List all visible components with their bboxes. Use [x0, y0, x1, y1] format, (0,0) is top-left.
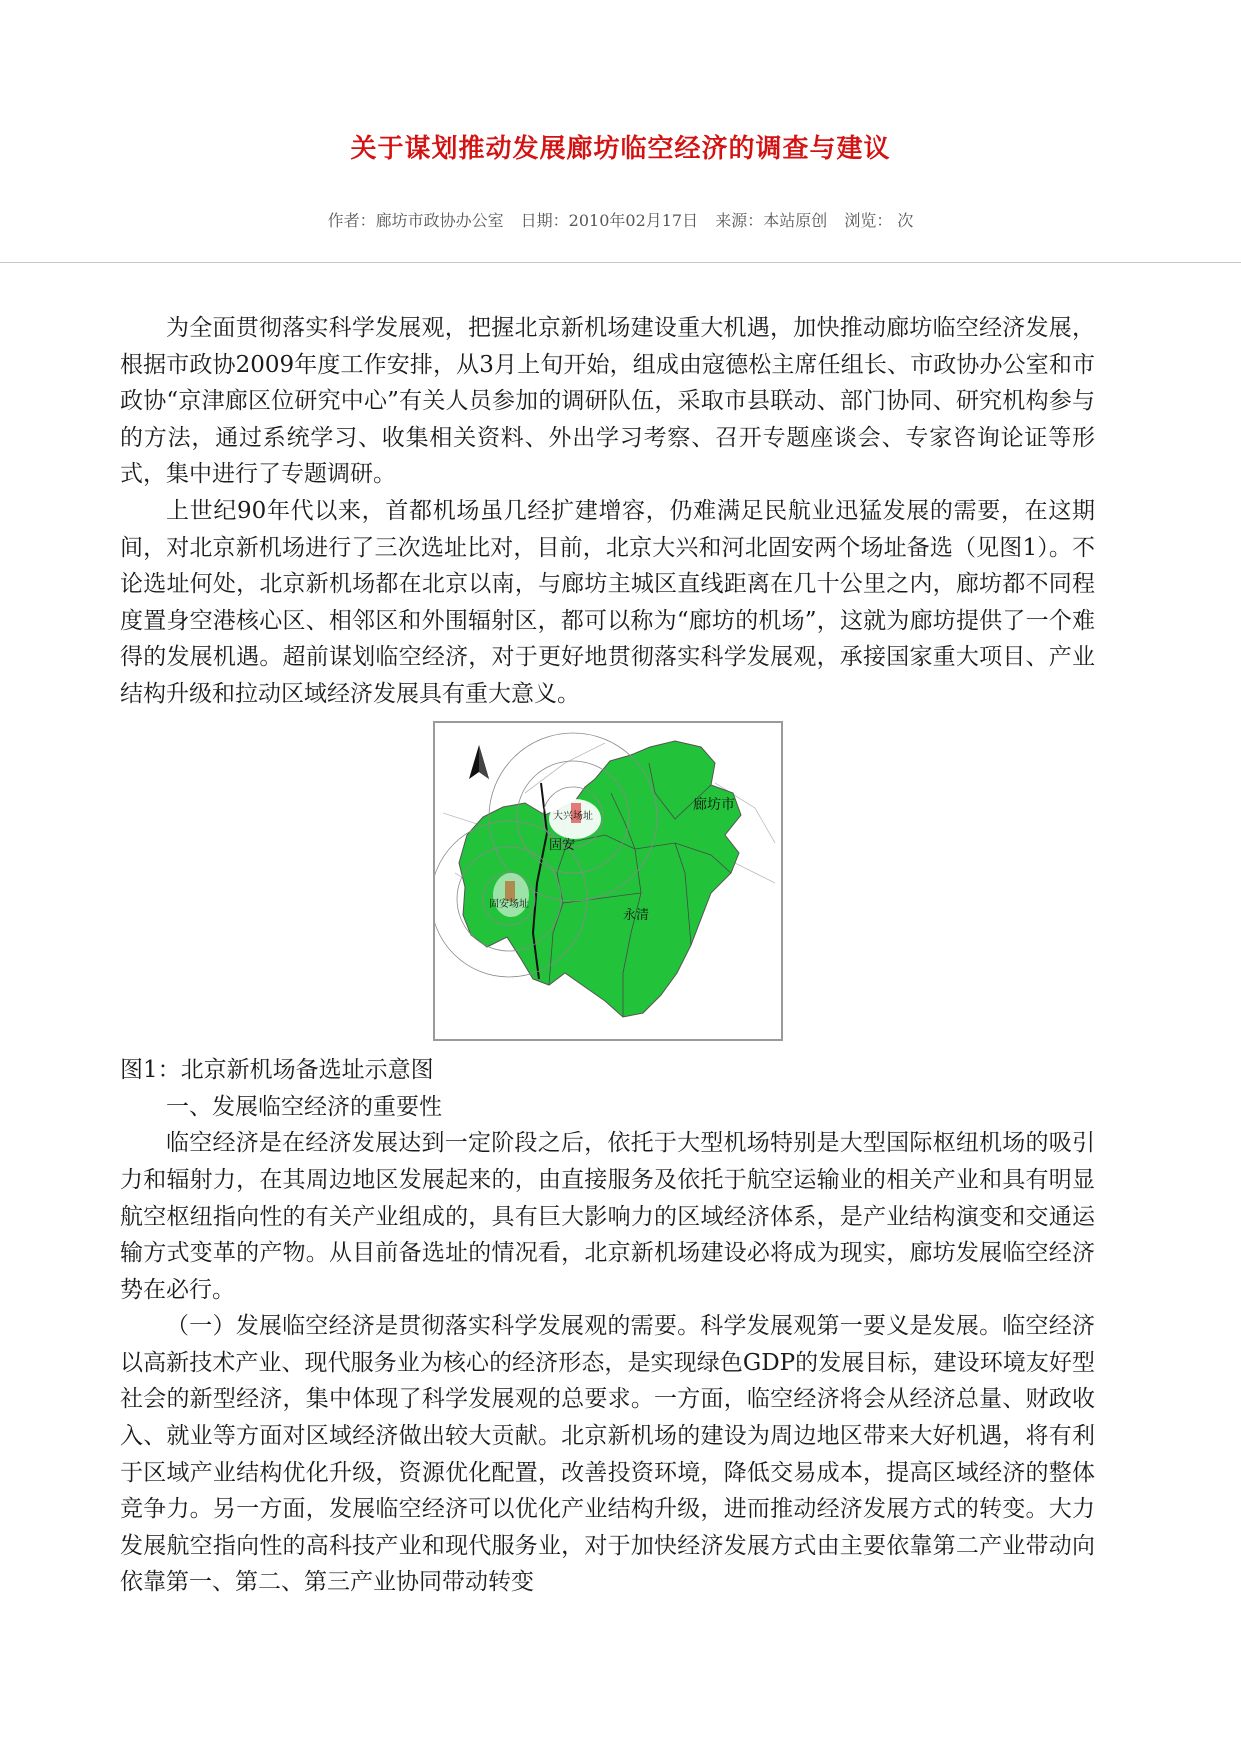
label-gu-an-site: 固安场址: [488, 898, 529, 910]
paragraph: 上世纪90年代以来，首都机场虽几经扩建增容，仍难满足民航业迅猛发展的需要，在这期间，对北京新机场进行了三次选址比对，目前，北京大兴和河北固安两个场址备选（见图1）。不论选址何处，北京新机场都在北京以南，与廊坊主城区直线距离在几十公里之内，廊坊都不同程度置身空港核心区、相邻区和外围辐射区，都可以称为“廊坊的机场”，这就为廊坊提供了一个难得的发展机遇。超前谋划临空经济，对于更好地贯彻落实科学发展观，承接国家重大项目、产业结构升级和拉动区域经济发展具有重大意义。: [120, 497, 1095, 707]
gu-an-site-marker: [505, 881, 515, 901]
meta-author: 作者：廊坊市政协办公室: [327, 211, 504, 230]
meta-views: 浏览： 次: [844, 211, 914, 230]
airport-site-map: [435, 723, 781, 1039]
section-heading: 一、发展临空经济的重要性: [166, 1093, 442, 1120]
paragraph: （一）发展临空经济是贯彻落实科学发展观的需要。科学发展观第一要义是发展。临空经济以高新技术产业、现代服务业为核心的经济形态，是实现绿色GDP的发展目标，建设环境友好型社会的新型经济，集中体现了科学发展观的总要求。一方面，临空经济将会从经济总量、财政收入、就业等方面对区域经济做出较大贡献。北京新机场的建设为周边地区带来大好机遇，将有利于区域产业结构优化升级，资源优化配置，改善投资环境，降低交易成本，提高区域经济的整体竞争力。另一方面，发展临空经济可以优化产业结构升级，进而推动经济发展方式的转变。大力发展航空指向性的高科技产业和现代服务业，对于加快经济发展方式由主要依靠第二产业带动向依靠第一、第二、第三产业协同带动转变: [120, 1313, 1095, 1596]
paragraph: 为全面贯彻落实科学发展观，把握北京新机场建设重大机遇，加快推动廊坊临空经济发展，根据市政协2009年度工作安排，从3月上旬开始，组成由寇德松主席任组长、市政协办公室和市政协“京津廊区位研究中心”有关人员参加的调研队伍，采取市县联动、部门协同、研究机构参与的方法，通过系统学习、收集相关资料、外出学习考察、召开专题座谈会、专家咨询论证等形式，集中进行了专题调研。: [120, 315, 1095, 488]
label-gu-an: 固安: [548, 837, 575, 853]
label-langfang: 廊坊市: [692, 796, 735, 813]
article-meta: [0, 208, 1241, 231]
figure-map: [120, 721, 1095, 1089]
meta-source: 来源：本站原创: [715, 211, 828, 230]
meta-date: 日期：2010年02月17日: [520, 211, 699, 230]
paragraph: 临空经济是在经济发展达到一定阶段之后，依托于大型机场特别是大型国际枢纽机场的吸引力和辐射力，在其周边地区发展起来的，由直接服务及依托于航空运输业的相关产业和具有明显航空枢纽指向性的有关产业组成的，具有巨大影响力的区域经济体系，是产业结构演变和交通运输方式变革的产物。从目前备选址的情况看，北京新机场建设必将成为现实，廊坊发展临空经济势在必行。: [120, 1130, 1095, 1303]
map-frame: [433, 721, 783, 1041]
article-body: [120, 310, 1095, 1601]
header-divider: [0, 262, 1241, 263]
label-yongqing: 永清: [622, 907, 649, 923]
article-title: 关于谋划推动发展廊坊临空经济的调查与建议: [350, 134, 891, 164]
label-daxing-site: 大兴场址: [552, 810, 593, 822]
figure-caption: 图1：北京新机场备选址示意图: [120, 1057, 434, 1084]
